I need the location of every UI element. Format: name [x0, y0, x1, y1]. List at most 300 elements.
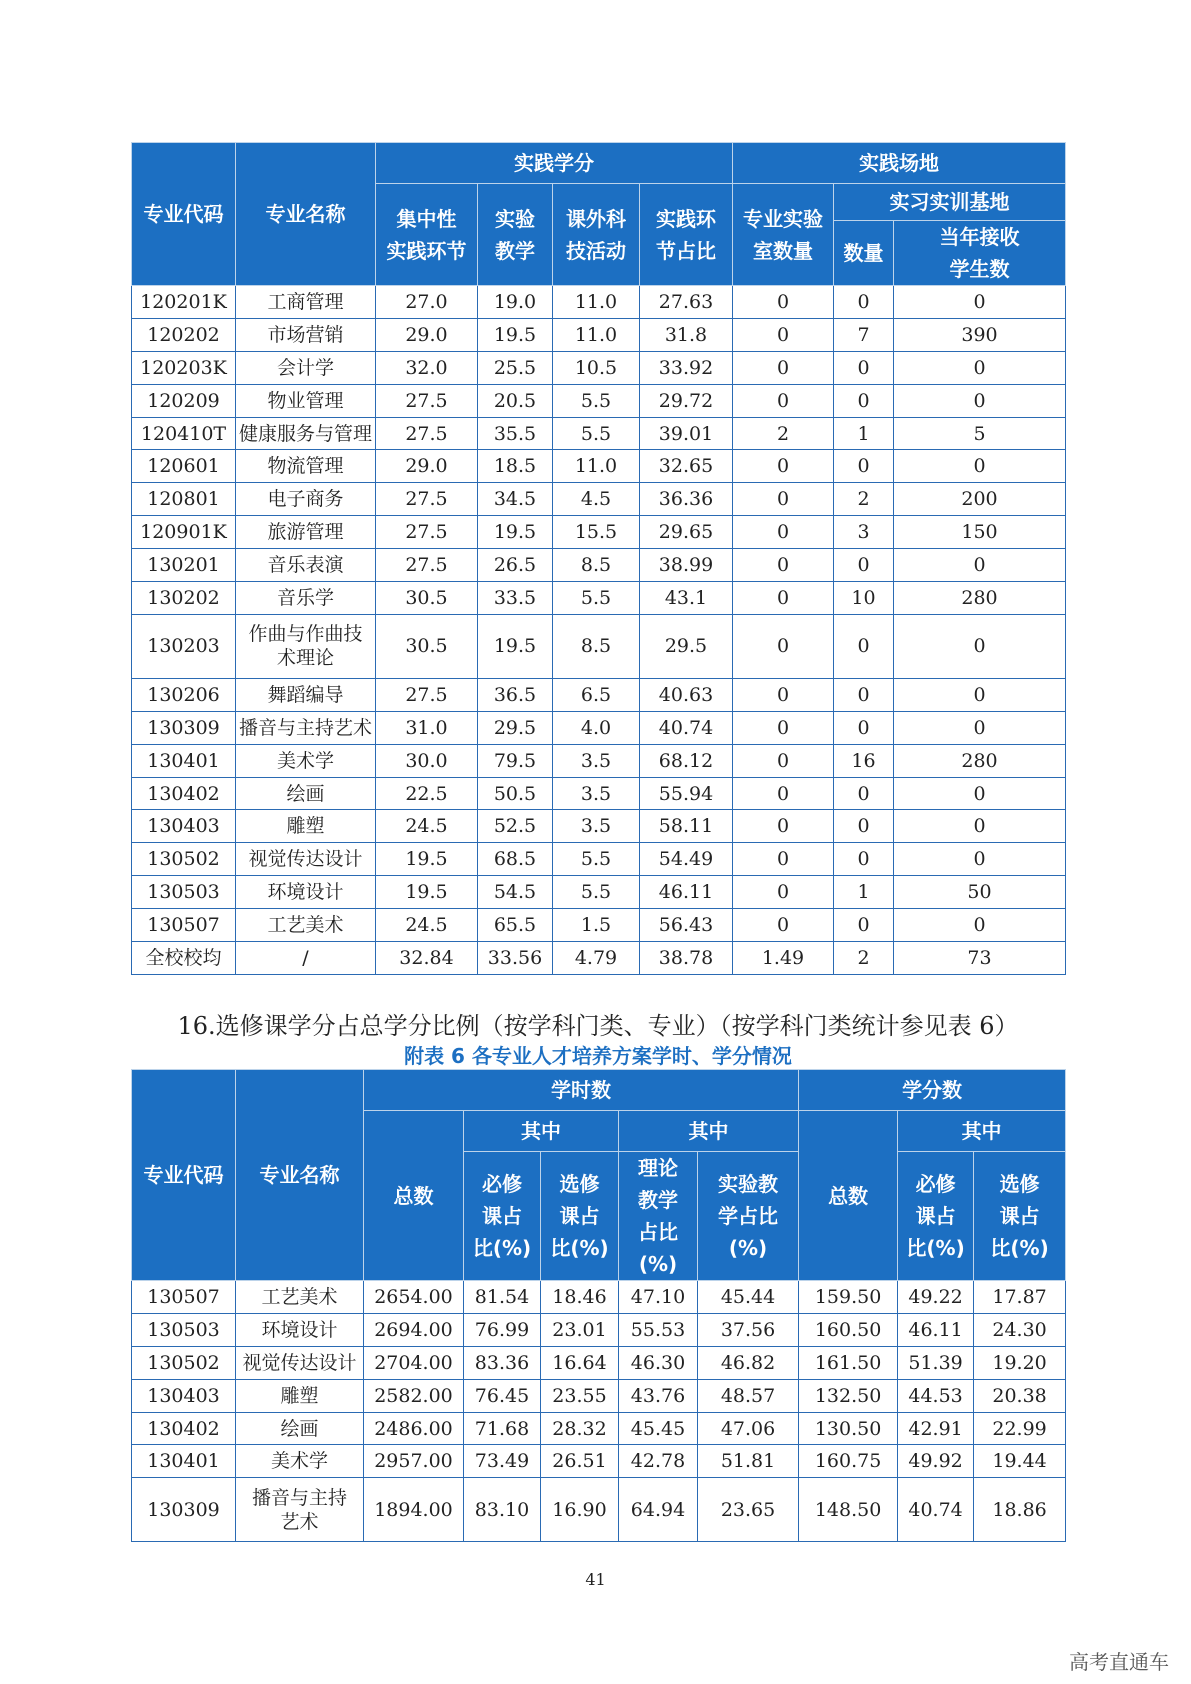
cell-name: 音乐表演	[236, 549, 376, 582]
cell-value: 0	[733, 843, 834, 876]
cell-value: 45.45	[619, 1412, 698, 1445]
header-experiment: 实验教 学占比 (%)	[698, 1152, 799, 1281]
cell-name: 健康服务与管理	[236, 417, 376, 450]
cell-code: 130402	[132, 777, 236, 810]
header-code: 专业代码	[132, 143, 236, 286]
cell-name: 音乐学	[236, 582, 376, 615]
cell-code: 130402	[132, 1412, 236, 1445]
cell-name: 工艺美术	[236, 909, 376, 942]
cell-value: 49.92	[898, 1445, 974, 1478]
cell-code: 130507	[132, 1281, 236, 1314]
cell-value: 42.78	[619, 1445, 698, 1478]
cell-value: 46.11	[898, 1313, 974, 1346]
cell-value: 200	[894, 483, 1066, 516]
cell-value: 0	[834, 384, 894, 417]
cell-code: 130403	[132, 810, 236, 843]
cell-value: 16.90	[541, 1478, 619, 1542]
table-row	[132, 1313, 1066, 1346]
cell-value: 19.5	[376, 843, 478, 876]
cell-value: 0	[894, 549, 1066, 582]
cell-value: 29.0	[376, 450, 478, 483]
cell-value: 15.5	[553, 516, 640, 549]
header-training-bases: 实习实训基地	[834, 184, 1066, 221]
cell-value: 76.45	[464, 1379, 541, 1412]
table-row	[132, 1281, 1066, 1314]
cell-value: 29.72	[640, 384, 733, 417]
cell-value: 7	[834, 318, 894, 351]
cell-value: 8.5	[553, 549, 640, 582]
cell-value: 1894.00	[364, 1478, 464, 1542]
cell-value: 0	[733, 810, 834, 843]
cell-value: 43.1	[640, 582, 733, 615]
cell-value: 130.50	[799, 1412, 898, 1445]
cell-value: 0	[894, 777, 1066, 810]
cell-name: 美术学	[236, 1445, 364, 1478]
cell-code: 120601	[132, 450, 236, 483]
cell-value: 18.86	[974, 1478, 1066, 1542]
cell-code: 全校校均	[132, 942, 236, 975]
cell-value: 30.5	[376, 582, 478, 615]
table-row	[132, 384, 1066, 417]
cell-value: 32.0	[376, 351, 478, 384]
cell-value: 31.8	[640, 318, 733, 351]
cell-value: 19.5	[478, 318, 553, 351]
cell-value: 18.46	[541, 1281, 619, 1314]
cell-value: 0	[834, 286, 894, 319]
cell-value: 46.82	[698, 1346, 799, 1379]
cell-value: 50	[894, 876, 1066, 909]
cell-code: 130206	[132, 678, 236, 711]
header-theory: 理论 教学 占比 (%)	[619, 1152, 698, 1281]
cell-value: 0	[894, 909, 1066, 942]
practice-credits-table	[131, 142, 1066, 975]
cell-value: 73	[894, 942, 1066, 975]
cell-value: 30.5	[376, 614, 478, 678]
cell-value: 5.5	[553, 843, 640, 876]
cell-value: 0	[894, 678, 1066, 711]
cell-code: 120202	[132, 318, 236, 351]
cell-value: 20.38	[974, 1379, 1066, 1412]
cell-code: 130503	[132, 1313, 236, 1346]
cell-value: 51.81	[698, 1445, 799, 1478]
table-row	[132, 810, 1066, 843]
cell-value: 0	[834, 810, 894, 843]
cell-value: 0	[733, 582, 834, 615]
cell-value: 39.01	[640, 417, 733, 450]
table-row	[132, 678, 1066, 711]
cell-value: 54.49	[640, 843, 733, 876]
cell-value: 19.5	[376, 876, 478, 909]
cell-value: 8.5	[553, 614, 640, 678]
cell-name: 播音与主持艺术	[236, 711, 376, 744]
cell-value: 37.56	[698, 1313, 799, 1346]
cell-name: 播音与主持 艺术	[236, 1478, 364, 1542]
cell-name: 物业管理	[236, 384, 376, 417]
cell-value: 19.0	[478, 286, 553, 319]
cell-value: 0	[834, 351, 894, 384]
cell-value: 0	[894, 450, 1066, 483]
cell-value: 16	[834, 744, 894, 777]
cell-value: 2694.00	[364, 1313, 464, 1346]
cell-code: 120209	[132, 384, 236, 417]
header-code: 专业代码	[132, 1070, 236, 1281]
cell-name: 视觉传达设计	[236, 843, 376, 876]
header-credits-required: 必修 课占 比(%)	[898, 1152, 974, 1281]
cell-value: 19.5	[478, 614, 553, 678]
header-name: 专业名称	[236, 143, 376, 286]
cell-value: 11.0	[553, 318, 640, 351]
cell-value: 5.5	[553, 384, 640, 417]
table-row	[132, 744, 1066, 777]
cell-value: 32.65	[640, 450, 733, 483]
cell-value: 27.5	[376, 678, 478, 711]
table-row	[132, 483, 1066, 516]
header-students: 当年接收 学生数	[894, 221, 1066, 286]
table-row	[132, 318, 1066, 351]
cell-value: 4.5	[553, 483, 640, 516]
cell-value: 2654.00	[364, 1281, 464, 1314]
table-row	[132, 1445, 1066, 1478]
cell-code: 120203K	[132, 351, 236, 384]
cell-value: 0	[733, 909, 834, 942]
cell-value: 0	[834, 711, 894, 744]
cell-value: 160.75	[799, 1445, 898, 1478]
cell-value: 11.0	[553, 450, 640, 483]
cell-value: 58.11	[640, 810, 733, 843]
cell-value: 38.99	[640, 549, 733, 582]
cell-value: 22.5	[376, 777, 478, 810]
cell-value: 1	[834, 417, 894, 450]
cell-value: 0	[733, 744, 834, 777]
cell-name: 会计学	[236, 351, 376, 384]
cell-value: 20.5	[478, 384, 553, 417]
cell-value: 27.5	[376, 516, 478, 549]
cell-value: 0	[733, 351, 834, 384]
practice-credits-body	[132, 286, 1066, 975]
cell-value: 28.32	[541, 1412, 619, 1445]
cell-value: 33.5	[478, 582, 553, 615]
cell-value: 2	[834, 942, 894, 975]
table-row	[132, 351, 1066, 384]
cell-value: 0	[733, 711, 834, 744]
header-credits: 学分数	[799, 1070, 1066, 1111]
cell-value: 24.5	[376, 909, 478, 942]
cell-value: 3	[834, 516, 894, 549]
cell-value: 65.5	[478, 909, 553, 942]
cell-value: 27.5	[376, 417, 478, 450]
cell-value: 0	[894, 810, 1066, 843]
cell-value: 23.65	[698, 1478, 799, 1542]
cell-name: 环境设计	[236, 1313, 364, 1346]
cell-value: 2486.00	[364, 1412, 464, 1445]
cell-value: 2582.00	[364, 1379, 464, 1412]
cell-value: 0	[834, 843, 894, 876]
cell-value: 42.91	[898, 1412, 974, 1445]
cell-value: 1.5	[553, 909, 640, 942]
cell-value: 19.44	[974, 1445, 1066, 1478]
cell-name: 物流管理	[236, 450, 376, 483]
cell-value: 132.50	[799, 1379, 898, 1412]
cell-value: 44.53	[898, 1379, 974, 1412]
cell-value: 1.49	[733, 942, 834, 975]
cell-value: 73.49	[464, 1445, 541, 1478]
cell-code: 120410T	[132, 417, 236, 450]
cell-value: 0	[733, 483, 834, 516]
cell-value: 0	[733, 318, 834, 351]
cell-value: 50.5	[478, 777, 553, 810]
cell-code: 130403	[132, 1379, 236, 1412]
cell-value: 35.5	[478, 417, 553, 450]
cell-value: 18.5	[478, 450, 553, 483]
cell-value: 27.5	[376, 483, 478, 516]
cell-value: 83.10	[464, 1478, 541, 1542]
cell-value: 4.79	[553, 942, 640, 975]
header-concentrated: 集中性 实践环节	[376, 184, 478, 286]
cell-value: 0	[834, 450, 894, 483]
cell-value: 390	[894, 318, 1066, 351]
cell-value: 280	[894, 744, 1066, 777]
cell-value: 0	[733, 678, 834, 711]
cell-value: 26.5	[478, 549, 553, 582]
cell-value: 0	[733, 450, 834, 483]
cell-value: 27.0	[376, 286, 478, 319]
cell-value: 56.43	[640, 909, 733, 942]
cell-value: 46.30	[619, 1346, 698, 1379]
cell-value: 33.92	[640, 351, 733, 384]
table-row	[132, 1379, 1066, 1412]
cell-value: 0	[834, 678, 894, 711]
cell-value: 52.5	[478, 810, 553, 843]
cell-code: 130202	[132, 582, 236, 615]
cell-value: 0	[834, 614, 894, 678]
cell-value: 31.0	[376, 711, 478, 744]
cell-value: 0	[733, 876, 834, 909]
cell-code: 130502	[132, 1346, 236, 1379]
cell-value: 3.5	[553, 744, 640, 777]
cell-code: 120201K	[132, 286, 236, 319]
cell-value: 160.50	[799, 1313, 898, 1346]
cell-value: 29.5	[478, 711, 553, 744]
cell-name: 电子商务	[236, 483, 376, 516]
cell-code: 130309	[132, 1478, 236, 1542]
cell-value: 45.44	[698, 1281, 799, 1314]
cell-value: 81.54	[464, 1281, 541, 1314]
table-row	[132, 614, 1066, 678]
cell-value: 40.74	[898, 1478, 974, 1542]
header-extracurricular: 课外科 技活动	[553, 184, 640, 286]
header-practice-sites: 实践场地	[733, 143, 1066, 184]
table-caption: 附表 6 各专业人才培养方案学时、学分情况	[404, 1044, 792, 1068]
cell-name: 美术学	[236, 744, 376, 777]
cell-value: 0	[894, 351, 1066, 384]
table-row	[132, 1346, 1066, 1379]
cell-value: 5	[894, 417, 1066, 450]
table-row	[132, 417, 1066, 450]
header-hours: 学时数	[364, 1070, 799, 1111]
header-labs: 专业实验 室数量	[733, 184, 834, 286]
cell-value: 26.51	[541, 1445, 619, 1478]
table-row	[132, 1478, 1066, 1542]
cell-value: 46.11	[640, 876, 733, 909]
cell-name: 市场营销	[236, 318, 376, 351]
page-number: 41	[585, 1570, 606, 1589]
cell-value: 19.20	[974, 1346, 1066, 1379]
header-hours-elective: 选修 课占 比(%)	[541, 1152, 619, 1281]
cell-value: 22.99	[974, 1412, 1066, 1445]
cell-value: 0	[894, 711, 1066, 744]
cell-value: 0	[894, 384, 1066, 417]
cell-value: 3.5	[553, 810, 640, 843]
cell-value: 64.94	[619, 1478, 698, 1542]
cell-name: 绘画	[236, 1412, 364, 1445]
cell-value: 27.5	[376, 549, 478, 582]
cell-name: 舞蹈编导	[236, 678, 376, 711]
header-hours-of-which-1: 其中	[464, 1111, 619, 1152]
cell-value: 68.5	[478, 843, 553, 876]
header-bases-count: 数量	[834, 221, 894, 286]
cell-name: 工艺美术	[236, 1281, 364, 1314]
table-row	[132, 876, 1066, 909]
cell-value: 16.64	[541, 1346, 619, 1379]
cell-value: 0	[834, 777, 894, 810]
cell-value: 0	[834, 549, 894, 582]
cell-value: 54.5	[478, 876, 553, 909]
cell-value: 2	[834, 483, 894, 516]
cell-value: 5.5	[553, 876, 640, 909]
cell-value: 47.10	[619, 1281, 698, 1314]
watermark: 高考直通车	[1069, 1650, 1169, 1674]
cell-value: 38.78	[640, 942, 733, 975]
table-row	[132, 516, 1066, 549]
table-row	[132, 549, 1066, 582]
cell-value: 36.36	[640, 483, 733, 516]
cell-value: 76.99	[464, 1313, 541, 1346]
cell-name: 雕塑	[236, 1379, 364, 1412]
cell-value: 47.06	[698, 1412, 799, 1445]
header-practice-ratio: 实践环 节占比	[640, 184, 733, 286]
cell-value: 17.87	[974, 1281, 1066, 1314]
cell-name: 绘画	[236, 777, 376, 810]
cell-value: 23.01	[541, 1313, 619, 1346]
cell-code: 130401	[132, 744, 236, 777]
cell-name: 工商管理	[236, 286, 376, 319]
cell-value: 40.63	[640, 678, 733, 711]
cell-value: 25.5	[478, 351, 553, 384]
header-experiment: 实验 教学	[478, 184, 553, 286]
cell-value: 5.5	[553, 582, 640, 615]
cell-value: 36.5	[478, 678, 553, 711]
cell-value: 0	[733, 549, 834, 582]
cell-value: 24.5	[376, 810, 478, 843]
header-hours-required: 必修 课占 比(%)	[464, 1152, 541, 1281]
table-row	[132, 711, 1066, 744]
cell-name: 视觉传达设计	[236, 1346, 364, 1379]
cell-code: 130507	[132, 909, 236, 942]
cell-value: 48.57	[698, 1379, 799, 1412]
cell-value: 55.53	[619, 1313, 698, 1346]
cell-value: 150	[894, 516, 1066, 549]
cell-value: 11.0	[553, 286, 640, 319]
table-row	[132, 450, 1066, 483]
cell-value: 19.5	[478, 516, 553, 549]
cell-value: 0	[733, 516, 834, 549]
table-row	[132, 942, 1066, 975]
table-row	[132, 777, 1066, 810]
cell-value: 30.0	[376, 744, 478, 777]
cell-name: /	[236, 942, 376, 975]
cell-value: 10	[834, 582, 894, 615]
cell-name: 作曲与作曲技 术理论	[236, 614, 376, 678]
header-credits-total: 总数	[799, 1111, 898, 1281]
header-hours-of-which-2: 其中	[619, 1111, 799, 1152]
cell-name: 环境设计	[236, 876, 376, 909]
cell-value: 79.5	[478, 744, 553, 777]
cell-value: 0	[733, 384, 834, 417]
cell-value: 159.50	[799, 1281, 898, 1314]
cell-value: 2957.00	[364, 1445, 464, 1478]
cell-value: 1	[834, 876, 894, 909]
cell-value: 0	[894, 843, 1066, 876]
cell-value: 29.5	[640, 614, 733, 678]
cell-name: 旅游管理	[236, 516, 376, 549]
cell-value: 83.36	[464, 1346, 541, 1379]
header-name: 专业名称	[236, 1070, 364, 1281]
section-heading: 16.选修课学分占总学分比例（按学科门类、专业）（按学科门类统计参见表 6）	[177, 1012, 1019, 1040]
cell-code: 130203	[132, 614, 236, 678]
cell-value: 49.22	[898, 1281, 974, 1314]
table-row	[132, 582, 1066, 615]
hours-credits-table	[131, 1069, 1066, 1542]
cell-value: 161.50	[799, 1346, 898, 1379]
cell-value: 0	[894, 614, 1066, 678]
cell-value: 27.63	[640, 286, 733, 319]
cell-code: 120801	[132, 483, 236, 516]
cell-value: 55.94	[640, 777, 733, 810]
cell-value: 33.56	[478, 942, 553, 975]
cell-value: 0	[733, 614, 834, 678]
cell-value: 0	[733, 777, 834, 810]
header-practice-credits: 实践学分	[376, 143, 733, 184]
header-hours-total: 总数	[364, 1111, 464, 1281]
cell-value: 40.74	[640, 711, 733, 744]
cell-code: 120901K	[132, 516, 236, 549]
cell-value: 43.76	[619, 1379, 698, 1412]
cell-code: 130401	[132, 1445, 236, 1478]
cell-value: 3.5	[553, 777, 640, 810]
cell-value: 32.84	[376, 942, 478, 975]
cell-value: 6.5	[553, 678, 640, 711]
cell-value: 0	[733, 286, 834, 319]
table-row	[132, 1412, 1066, 1445]
cell-code: 130309	[132, 711, 236, 744]
cell-value: 51.39	[898, 1346, 974, 1379]
cell-value: 68.12	[640, 744, 733, 777]
cell-value: 5.5	[553, 417, 640, 450]
cell-value: 34.5	[478, 483, 553, 516]
cell-value: 23.55	[541, 1379, 619, 1412]
cell-value: 2	[733, 417, 834, 450]
cell-value: 0	[834, 909, 894, 942]
hours-credits-body	[132, 1281, 1066, 1542]
cell-value: 29.65	[640, 516, 733, 549]
cell-value: 71.68	[464, 1412, 541, 1445]
table-row	[132, 909, 1066, 942]
cell-value: 148.50	[799, 1478, 898, 1542]
cell-code: 130201	[132, 549, 236, 582]
cell-value: 24.30	[974, 1313, 1066, 1346]
cell-value: 280	[894, 582, 1066, 615]
table-row	[132, 286, 1066, 319]
